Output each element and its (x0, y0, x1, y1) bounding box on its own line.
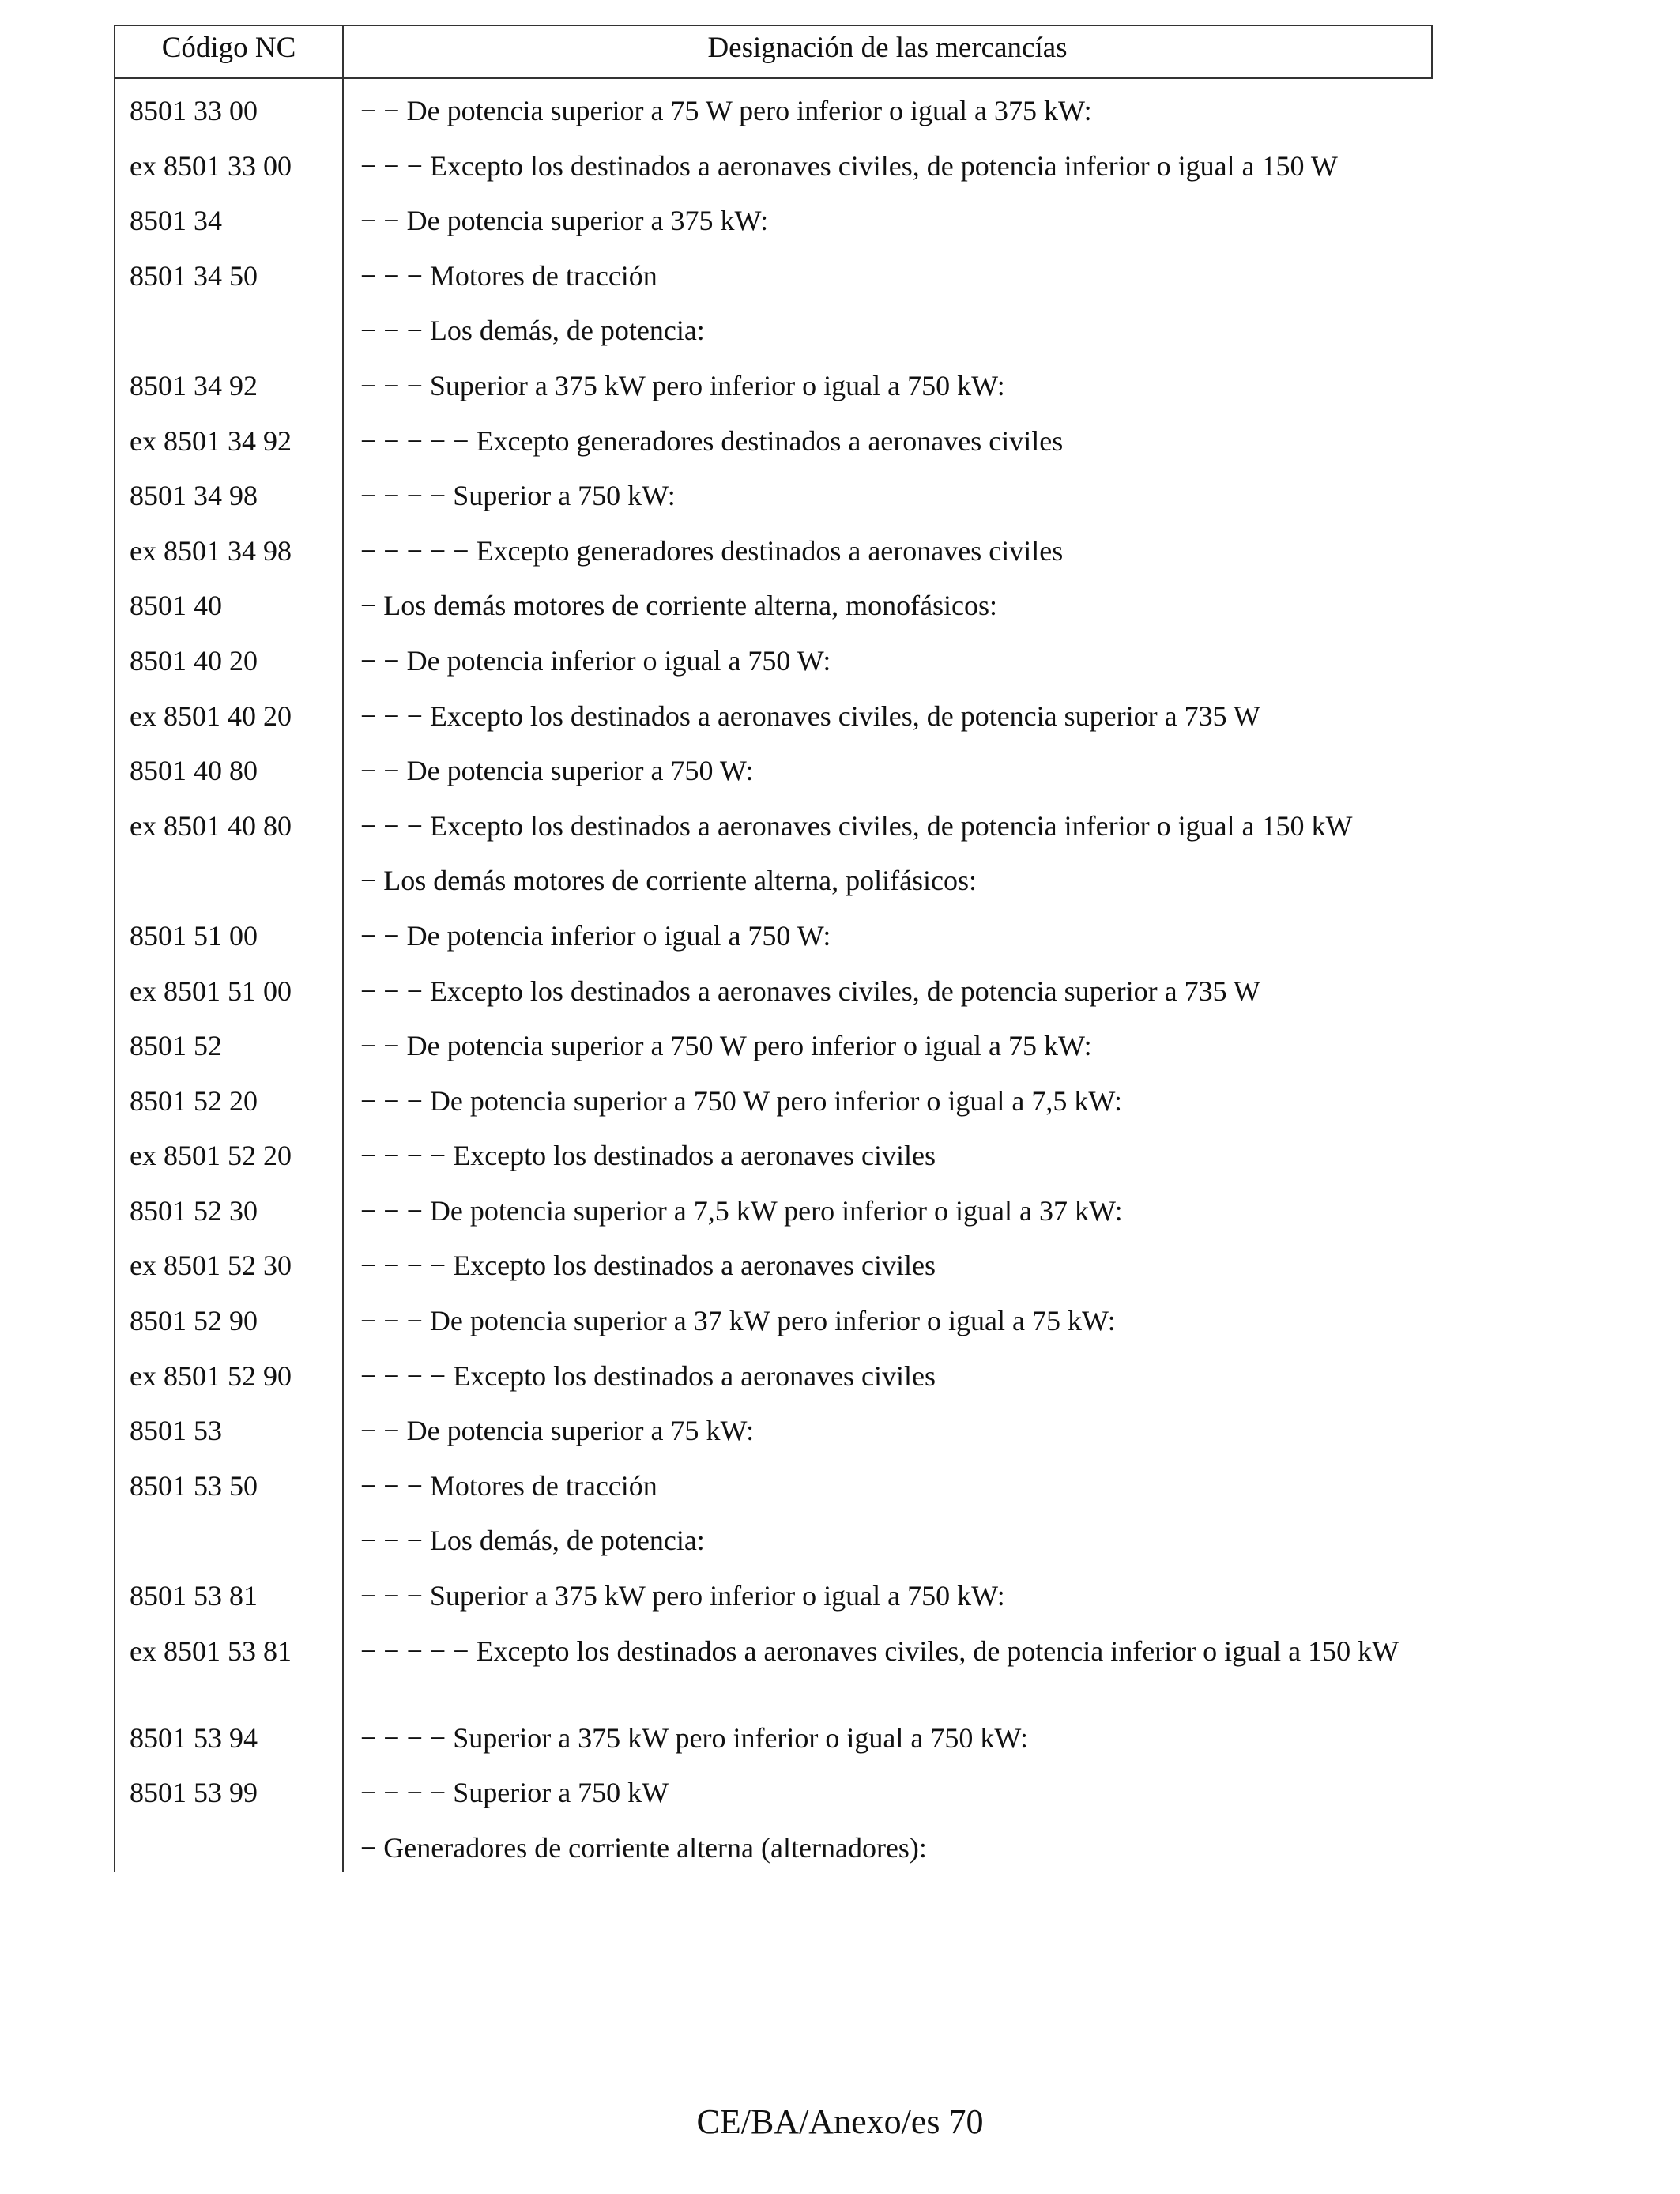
cn-code-cell: ex 8501 53 81 (130, 1634, 292, 1667)
description-cell (114, 1359, 1417, 1414)
description-text: − − − − − Excepto generadores destinados a aeronaves civiles (360, 424, 1064, 457)
cn-code-cell: 8501 40 (130, 590, 222, 622)
table-row (114, 313, 1433, 368)
page-footer-reference: CE/BA/Anexo/es 70 (696, 2102, 984, 2141)
description-cell (114, 368, 1417, 424)
description-text: − − − − Superior a 750 kW (360, 1777, 669, 1809)
description-text: − − − Superior a 375 kW pero inferior o igual a 750 kW: (360, 369, 1005, 401)
description-cell (114, 918, 1417, 974)
cn-code-cell: 8501 33 00 (130, 95, 258, 126)
table-row (114, 588, 1433, 643)
description-text: − − De potencia superior a 75 kW: (360, 1415, 755, 1447)
description-cell (114, 149, 1417, 204)
description-text: − − − Excepto los destinados a aeronaves civiles, de potencia inferior o igual a 150 kW (360, 809, 1353, 842)
table-row (114, 1028, 1433, 1084)
description-cell (114, 588, 1417, 643)
description-cell (114, 753, 1417, 809)
description-text: − − − Los demás, de potencia: (360, 315, 705, 347)
description-cell (114, 424, 1417, 479)
description-cell (114, 699, 1417, 754)
table-row (114, 1413, 1433, 1468)
description-text: − Los demás motores de corriente alterna, monofásicos: (360, 590, 998, 622)
table-row (114, 1138, 1433, 1193)
table-row (114, 149, 1433, 204)
description-cell (114, 1721, 1417, 1776)
header-description: Designación de las mercancías (707, 32, 1068, 64)
table-row (114, 1578, 1433, 1634)
description-cell (114, 1248, 1417, 1303)
description-cell (114, 1193, 1417, 1249)
cn-code-cell: 8501 34 (130, 205, 222, 237)
description-text: − − − − − Excepto los destinados a aeronaves civiles, de potencia inferior o igual a 150 kW (360, 1634, 1399, 1667)
description-text: − − De potencia superior a 750 W: (360, 755, 754, 787)
description-text: − − − Motores de tracción (360, 1469, 657, 1502)
description-cell (114, 93, 1417, 149)
description-cell (114, 203, 1417, 258)
table-row (114, 93, 1433, 149)
table-row (114, 753, 1433, 809)
table-row (114, 1523, 1433, 1578)
description-cell (114, 258, 1417, 314)
description-text: − − De potencia superior a 75 W pero inferior o igual a 375 kW: (360, 95, 1092, 126)
description-cell (114, 1634, 1417, 1721)
table-row (114, 1248, 1433, 1303)
table-row (114, 1634, 1433, 1721)
description-cell (114, 1775, 1417, 1830)
description-cell (114, 1468, 1417, 1524)
cn-code-cell: 8501 52 90 (130, 1305, 258, 1337)
table-row (114, 1084, 1433, 1139)
description-text: − − − Excepto los destinados a aeronaves civiles, de potencia superior a 735 W (360, 974, 1260, 1007)
table-row (114, 1468, 1433, 1524)
description-cell (114, 1084, 1417, 1139)
cn-code-cell: 8501 53 (130, 1415, 222, 1447)
description-cell (114, 974, 1417, 1029)
table-top-border (114, 25, 1433, 26)
cn-code-cell: 8501 34 50 (130, 259, 258, 292)
description-text: − − De potencia superior a 375 kW: (360, 205, 769, 237)
table-row (114, 863, 1433, 918)
description-text: − − − Superior a 375 kW pero inferior o igual a 750 kW: (360, 1580, 1005, 1612)
table-row (114, 258, 1433, 314)
description-cell (114, 533, 1417, 589)
cn-code-cell: ex 8501 52 90 (130, 1359, 292, 1392)
description-text: − − − − − Excepto generadores destinados a aeronaves civiles (360, 534, 1064, 567)
cn-code-cell: 8501 52 20 (130, 1084, 258, 1117)
description-cell (114, 1523, 1417, 1578)
cn-code-cell: ex 8501 52 30 (130, 1250, 292, 1282)
cn-code-cell: ex 8501 34 92 (130, 424, 292, 457)
cn-code-cell: 8501 52 (130, 1030, 222, 1062)
description-text: − − De potencia superior a 750 W pero inferior o igual a 75 kW: (360, 1030, 1092, 1062)
description-text: − − − De potencia superior a 7,5 kW pero inferior o igual a 37 kW: (360, 1194, 1123, 1227)
cn-code-cell: 8501 53 94 (130, 1721, 258, 1754)
cn-code-cell: 8501 51 00 (130, 919, 258, 952)
description-text: − − − − Superior a 375 kW pero inferior o igual a 750 kW: (360, 1721, 1029, 1754)
cn-code-cell: ex 8501 33 00 (130, 149, 292, 182)
description-cell (114, 1138, 1417, 1193)
description-text: − − − Excepto los destinados a aeronaves civiles, de potencia inferior o igual a 150 W (360, 149, 1338, 182)
cn-code-cell: 8501 53 50 (130, 1469, 258, 1502)
table-row (114, 368, 1433, 424)
cn-code-cell: ex 8501 51 00 (130, 974, 292, 1007)
table-row (114, 643, 1433, 699)
description-cell (114, 1413, 1417, 1468)
cn-code-cell: 8501 34 92 (130, 369, 258, 401)
table-row (114, 478, 1433, 533)
header-bottom-border (114, 77, 1433, 79)
description-cell (114, 1028, 1417, 1084)
table-row (114, 1721, 1433, 1776)
description-text: − − − Los demás, de potencia: (360, 1525, 705, 1557)
header-code: Código NC (161, 32, 296, 64)
cn-code-cell: 8501 40 20 (130, 644, 258, 677)
table-row (114, 918, 1433, 974)
table-row (114, 1830, 1433, 1886)
description-cell (114, 863, 1417, 918)
description-cell (114, 1303, 1417, 1359)
cn-code-cell: 8501 53 81 (130, 1580, 258, 1612)
cn-code-cell: 8501 40 80 (130, 755, 258, 787)
cn-code-cell: ex 8501 34 98 (130, 534, 292, 567)
table-row (114, 424, 1433, 479)
description-text: − − − − Excepto los destinados a aeronaves civiles (360, 1250, 936, 1282)
cn-code-cell: ex 8501 52 20 (130, 1140, 292, 1172)
table-row (114, 203, 1433, 258)
description-text: − − − Excepto los destinados a aeronaves civiles, de potencia superior a 735 W (360, 699, 1260, 732)
tariff-table (114, 25, 1433, 1872)
description-text: − − − − Excepto los destinados a aeronaves civiles (360, 1359, 936, 1392)
description-cell (114, 1830, 1417, 1886)
description-text: − Generadores de corriente alterna (alternadores): (360, 1831, 927, 1864)
description-cell (114, 643, 1417, 699)
description-cell (114, 809, 1417, 864)
table-body (114, 93, 1433, 1885)
header-right-border (1431, 25, 1433, 78)
table-row (114, 1303, 1433, 1359)
description-text: − − − De potencia superior a 750 W pero inferior o igual a 7,5 kW: (360, 1084, 1122, 1117)
description-text: − − De potencia inferior o igual a 750 W: (360, 644, 831, 677)
cn-code-cell: ex 8501 40 80 (130, 809, 292, 842)
description-text: − − − Motores de tracción (360, 259, 657, 292)
description-text: − − − − Excepto los destinados a aeronaves civiles (360, 1140, 936, 1172)
table-row (114, 533, 1433, 589)
description-cell (114, 478, 1417, 533)
table-row (114, 1193, 1433, 1249)
description-cell (114, 1578, 1417, 1634)
description-text: − − − − Superior a 750 kW: (360, 480, 676, 512)
description-text: − Los demás motores de corriente alterna, polifásicos: (360, 865, 977, 897)
table-row (114, 809, 1433, 864)
table-row (114, 699, 1433, 754)
table-row (114, 1775, 1433, 1830)
table-row (114, 974, 1433, 1029)
description-text: − − − De potencia superior a 37 kW pero inferior o igual a 75 kW: (360, 1305, 1116, 1337)
description-cell (114, 313, 1417, 368)
cn-code-cell: 8501 53 99 (130, 1777, 258, 1809)
cn-code-cell: 8501 52 30 (130, 1194, 258, 1227)
cn-code-cell: 8501 34 98 (130, 480, 258, 512)
description-text: − − De potencia inferior o igual a 750 W: (360, 919, 831, 952)
table-row (114, 1359, 1433, 1414)
cn-code-cell: ex 8501 40 20 (130, 699, 292, 732)
